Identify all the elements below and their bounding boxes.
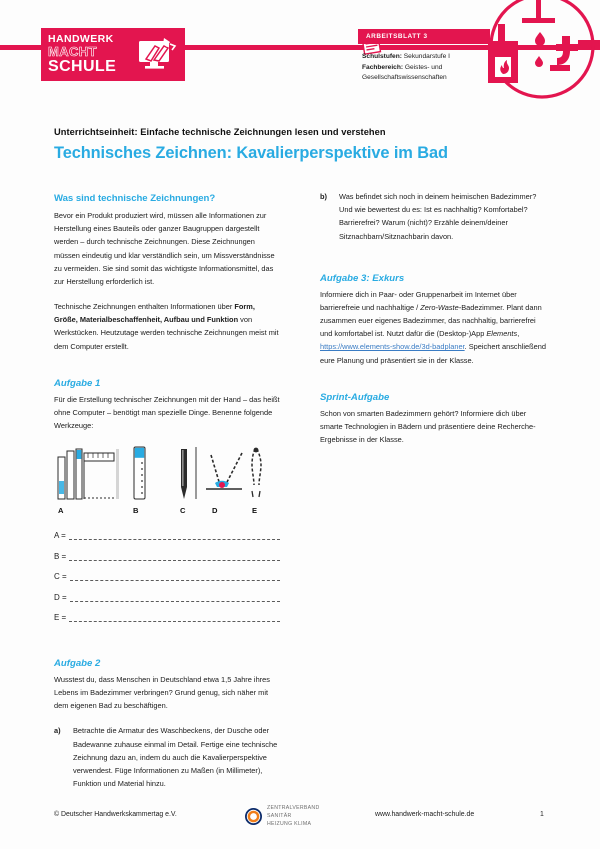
sprint-text: Schon von smarten Badezimmern gehört? Informiere dich über smarte Technologien in Bädern und präsentiere deine Recherche-Ergebnisse in der Klasse.: [320, 408, 536, 445]
page-title: Technisches Zeichnen: Kavalierperspektive im Bad: [54, 144, 448, 162]
answer-blank-a[interactable]: [69, 538, 280, 540]
brand-logo: [41, 28, 185, 81]
meta-value-fachbereich-cont: Gesellschaftswissenschaften: [362, 74, 447, 82]
task2-item-b-marker: b): [320, 192, 327, 201]
task-heading-aufgabe-1: Aufgabe 1: [54, 377, 101, 389]
answer-label-a: A =: [54, 531, 66, 541]
task3-part-2: Badezimmer. Plant dann zusammen euer eigenes Badezimmer, das nachhaltig, barrierefrei und komfortabel ist. Nutzt dafür die (Desktop-)App: [320, 302, 542, 339]
task-heading-aufgabe-2: Aufgabe 2: [54, 657, 101, 669]
partner-line-3: HEIZUNG KLIMA: [267, 820, 312, 827]
answer-line-b[interactable]: [54, 553, 280, 561]
task3-text: [320, 288, 546, 367]
intro-paragraph-2: [54, 300, 280, 353]
section-heading-was-sind: Was sind technische Zeichnungen?: [54, 193, 216, 204]
answer-blank-d[interactable]: [70, 600, 280, 602]
meta-value-schulstufen: Sekundarstufe I: [403, 53, 450, 60]
worksheet-number-label: ARBEITSBLATT 3: [366, 33, 428, 40]
task3-italic-zerowaste: Zero-Waste-: [420, 302, 462, 312]
tool-label-a: A: [58, 506, 64, 516]
task2-item-a: [54, 724, 280, 790]
meta-value-fachbereich: Geistes- und: [404, 63, 443, 71]
tool-label-c: C: [180, 506, 186, 516]
compass-icon: [206, 453, 242, 489]
tool-label-b: B: [133, 506, 139, 516]
partner-line-2: SANITÄR: [267, 812, 292, 819]
answer-blank-c[interactable]: [70, 579, 280, 581]
meta-key-fachbereich: Fachbereich:: [362, 63, 404, 71]
worksheet-meta: [362, 52, 542, 84]
page-footer: [0, 797, 600, 849]
intro-paragraph-1: Bevor ein Produkt produziert wird, müssen alle Informationen zur Herstellung eines Bauteils oder ganzer Baugruppen dargestellt werden – durch technische Zeichnungen. Diese Zeichnungen müssen eindeutig und klar verständlich sein, um Missverständnisse zu vermeiden. Sie sind somit das wichtigste Informationsmittel, das zur Herstellung erforderlich ist.: [54, 211, 275, 286]
task1-text: Für die Erstellung technischer Zeichnungen mit der Hand – das heißt ohne Computer – benötigt man spezielle Dinge. Benenne folgende Werkzeuge:: [54, 394, 280, 431]
left-column: [54, 190, 280, 801]
ruler-icon: [134, 447, 145, 499]
task2-text: Wusstest du, dass Menschen in Deutschland etwa 1,5 Jahre ihres Lebens im Badezimmer verbringen? Grund genug, sich näher mit dem eigenen Bad zu beschäftigen.: [54, 674, 270, 711]
answer-line-a[interactable]: [54, 532, 280, 540]
task-heading-aufgabe-3: Aufgabe 3: Exkurs: [320, 272, 405, 284]
ruler-set-icon: [58, 449, 119, 499]
answer-line-c[interactable]: [54, 573, 280, 581]
task3-part-4: . Speichert anschließend eure Planung und präsentiert sie in der Klasse.: [320, 342, 546, 365]
task3-part-3: ,: [517, 329, 520, 339]
answer-label-e: E =: [54, 613, 67, 623]
logo-line-3: SCHULE: [48, 58, 117, 76]
answer-label-c: C =: [54, 572, 67, 582]
meta-row-fachbereich-cont: [362, 73, 542, 84]
task3-part-1: Informiere dich in Paar- oder Gruppenarbeit im Internet über barrierefreie und nachhaltige /: [320, 289, 517, 312]
answer-line-e[interactable]: [54, 614, 280, 622]
monitor-with-pencils-icon: [134, 35, 178, 75]
worksheet-number-badge: [358, 29, 490, 44]
answer-lines: [54, 532, 280, 622]
drawing-tools-labels: [54, 504, 266, 516]
intro-p2-pre: Technische Zeichnungen enthalten Informationen über: [54, 302, 235, 312]
meta-key-schulstufen: Schulstufen:: [362, 53, 402, 60]
zvshk-ring-icon: [245, 808, 262, 825]
intro-p2-post: von Werkstücken. Heutzutage werden technische Zeichnungen meist mit dem Computer erstellt.: [54, 315, 279, 351]
tool-label-e: E: [252, 506, 258, 516]
answer-blank-b[interactable]: [69, 559, 280, 561]
meta-row-fachbereich: [362, 63, 542, 74]
elements-app-link[interactable]: https://www.elements-show.de/3d-badplaner: [320, 342, 465, 352]
partner-line-1: ZENTRALVERBAND: [267, 805, 320, 811]
unit-subtitle: Unterrichtseinheit: Einfache technische Zeichnungen lesen und verstehen: [54, 127, 386, 137]
task3-italic-elements: Elements: [486, 329, 518, 339]
footer-page-number: 1: [540, 811, 544, 818]
answer-blank-e[interactable]: [69, 620, 280, 622]
page-header: [0, 0, 600, 112]
logo-line-1: HANDWERK: [48, 32, 114, 45]
logo-line-2: MACHT: [48, 44, 97, 60]
partner-logo: [245, 805, 320, 828]
task2-item-b-text: Was befindet sich noch in deinem heimischen Badezimmer? Und wie bewertest du es: Ist es nachhaltig? Komfortabel? Barrierefrei? Warum (nicht)? Erzähle deinem/deiner Sitznachbarn/Sitznachbarin davon.: [339, 192, 537, 241]
answer-label-d: D =: [54, 592, 67, 602]
footer-copyright: © Deutscher Handwerkskammertag e.V.: [54, 811, 177, 818]
answer-line-d[interactable]: [54, 594, 280, 602]
pencil-icon: [181, 447, 197, 499]
meta-row-schulstufen: [362, 52, 542, 63]
task2-item-b: [320, 190, 546, 243]
task-heading-sprint-aufgabe: Sprint-Aufgabe: [320, 391, 390, 403]
tool-label-d: D: [212, 506, 218, 516]
task2-item-a-marker: a): [54, 726, 61, 736]
footer-url[interactable]: www.handwerk-macht-schule.de: [375, 811, 475, 818]
answer-label-b: B =: [54, 551, 67, 561]
intro-p2-bold: Form, Größe, Materialbeschaffenheit, Aufbau und Funktion: [54, 302, 255, 325]
task2-item-a-text: Betrachte die Armatur des Waschbeckens, der Dusche oder Badewanne zuhause einmal im Detail. Fertige eine technische Zeichnung dazu an, indem du auch die Kavalierperspektive verwendest. Füge Informationen zu Maßen (in Millimeter), Funktion und Material hinzu.: [73, 726, 278, 789]
divider-icon: [252, 448, 261, 497]
right-column: [320, 190, 546, 458]
drawing-tools-figure: [54, 441, 266, 503]
